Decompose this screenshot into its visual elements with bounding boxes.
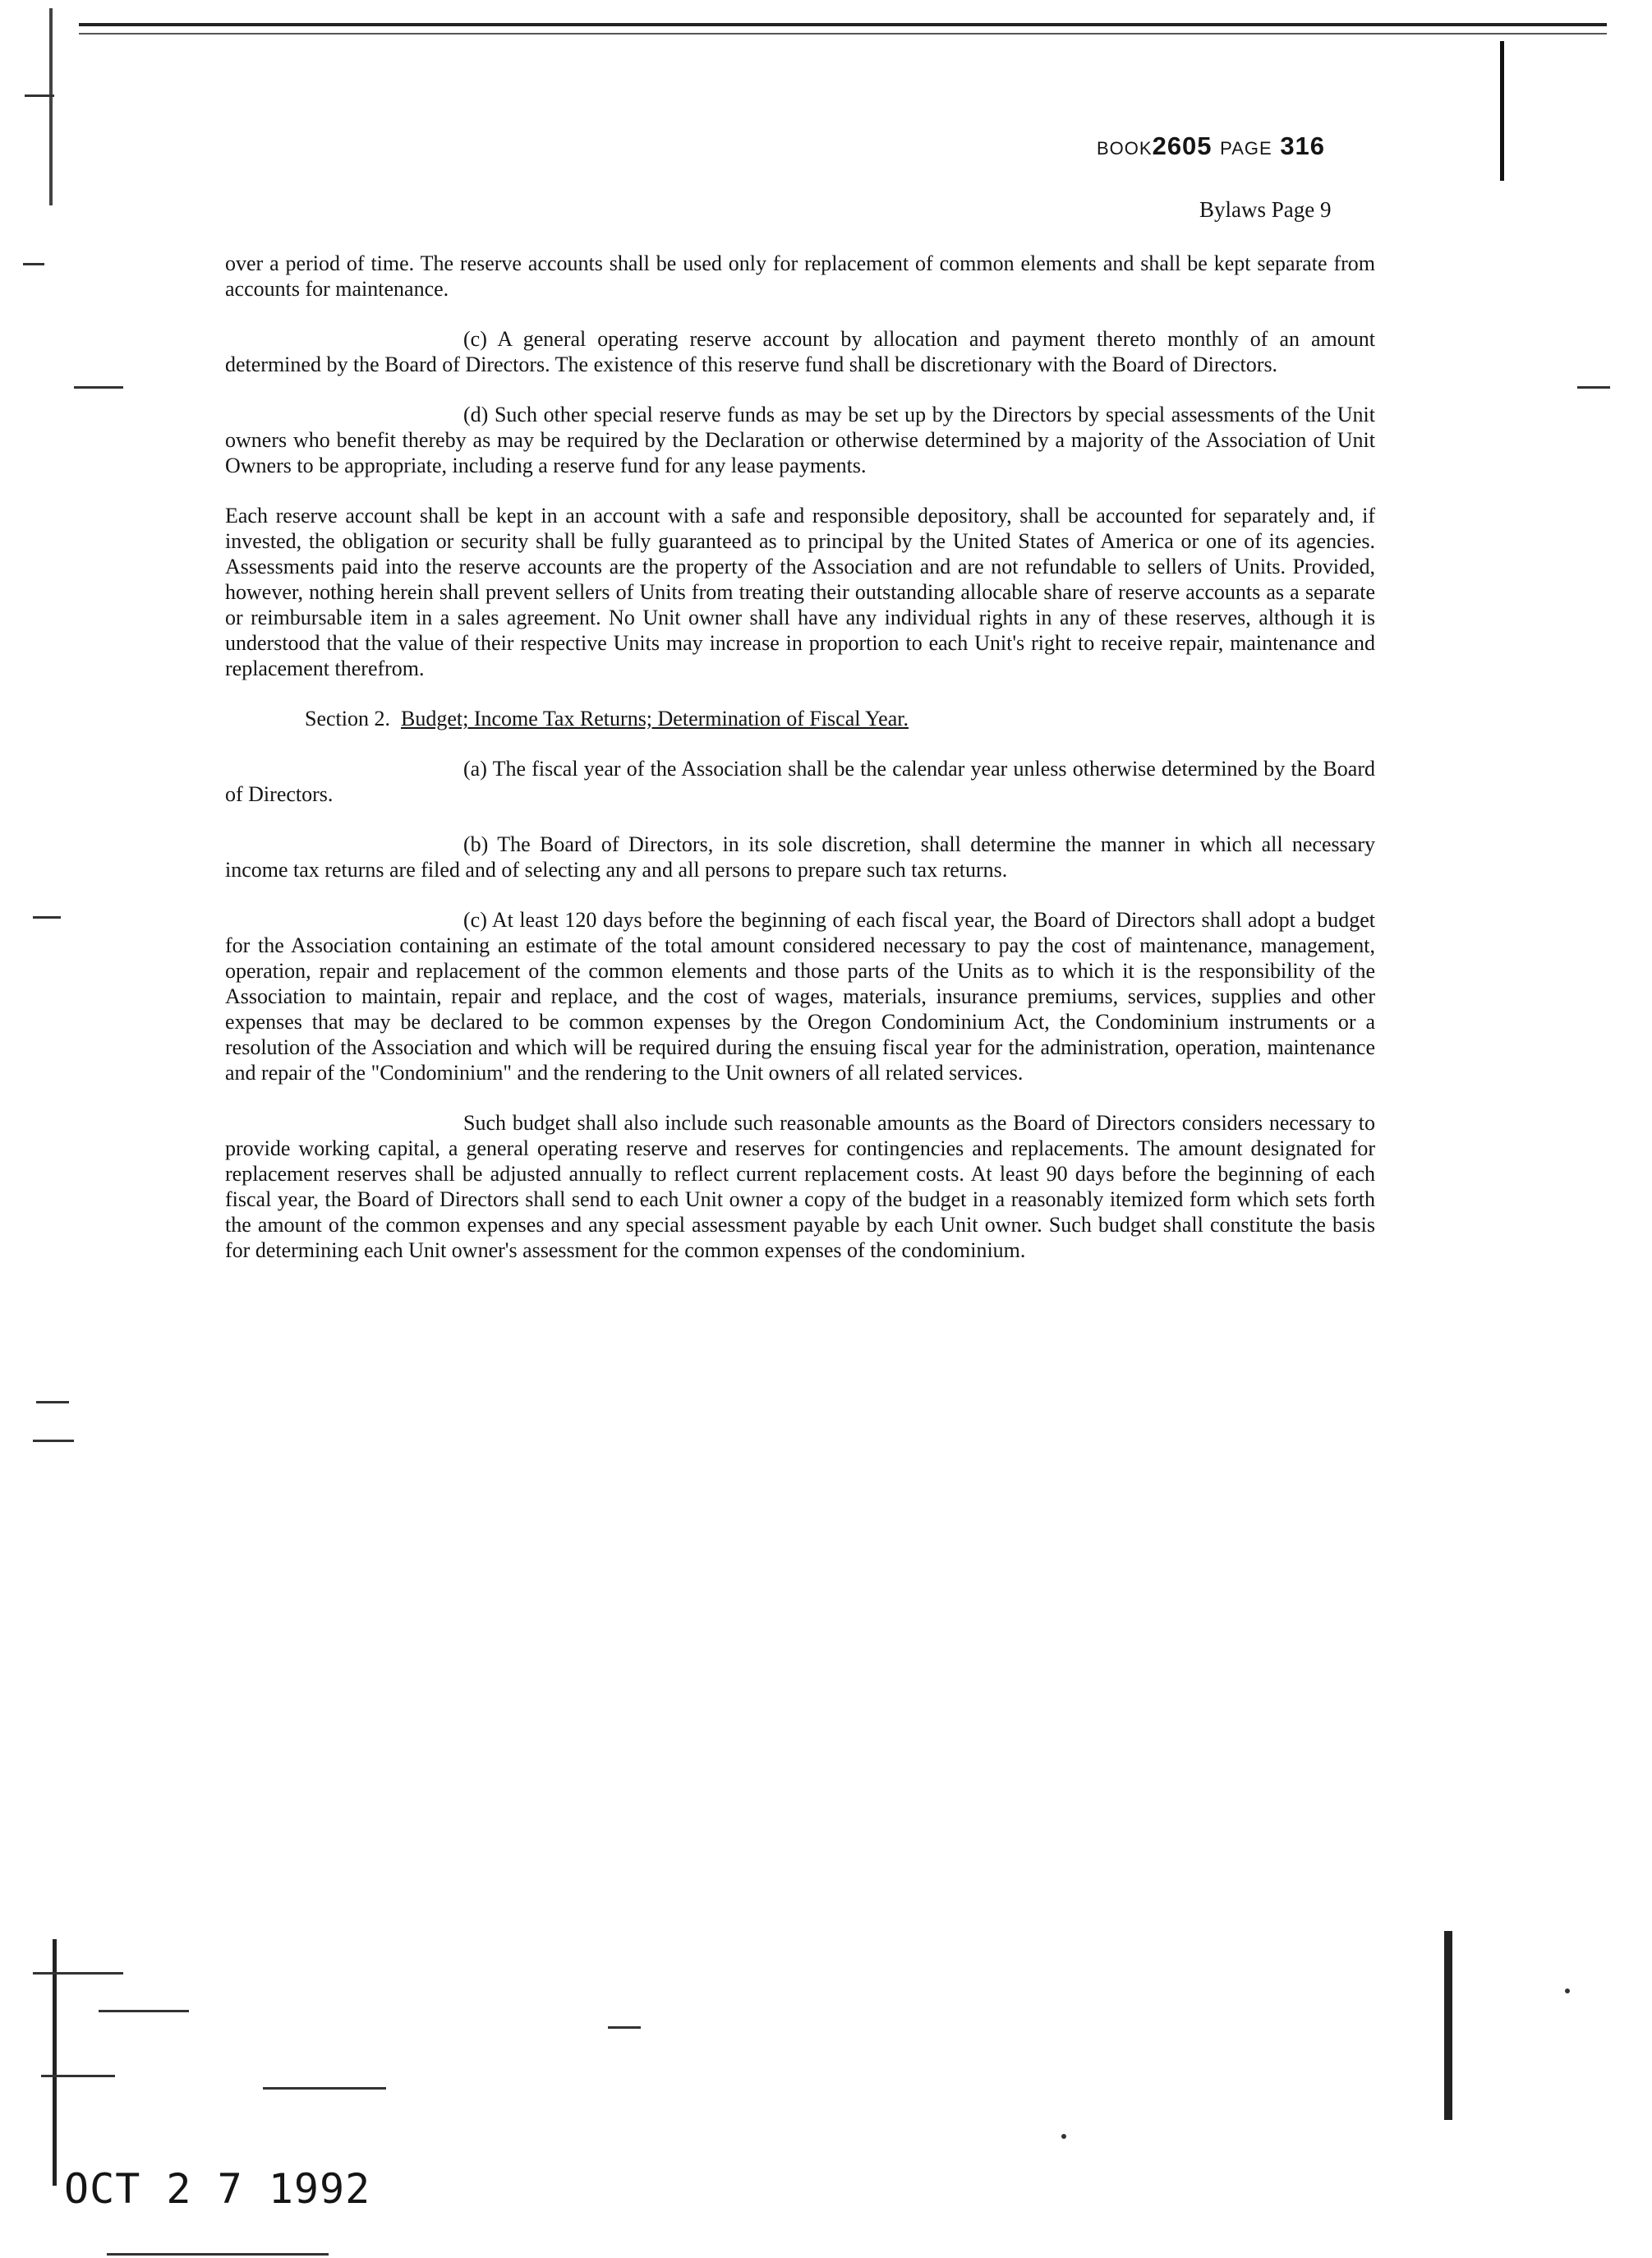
scan-rule (79, 23, 1607, 26)
scan-edge (53, 1939, 57, 2186)
page-label: PAGE (1220, 138, 1272, 159)
scan-mark (1565, 1988, 1570, 1993)
scan-mark (23, 263, 44, 265)
paragraph: Such budget shall also include such reasonable amounts as the Board of Directors considers necessary to provide working capital, a general operating reserve and reserves for contingencies and replacements. The amount designated for replacement reserves shall be adjusted annually to reflect current replacement costs. At least 90 days before the beginning of each fiscal year, the Board of Directors shall send to each Unit owner a copy of the budget in a reasonably itemized form which sets forth the amount of the common expenses and any special assessment payable by each Unit owner. Such budget shall constitute the basis for determining each Unit owner's assessment for the common expenses of the condominium. (225, 1111, 1375, 1262)
scan-mark (33, 1440, 74, 1442)
paragraph: over a period of time. The reserve accounts shall be used only for replacement of common elements and shall be kept separate from accounts for maintenance. (225, 251, 1375, 301)
scan-edge (1444, 1931, 1452, 2120)
scan-mark (36, 1401, 69, 1403)
date-stamp: OCT 2 7 1992 (64, 2165, 371, 2213)
scan-mark (1061, 2134, 1066, 2139)
paragraph: (c) A general operating reserve account by allocation and payment thereto monthly of an amount determined by the Board of Directors. The existence of this reserve fund shall be discretionary with the Board of Directors. (225, 327, 1375, 376)
document-body (225, 251, 1375, 1288)
section-label: Section 2. (305, 707, 390, 730)
scan-mark (1500, 41, 1504, 181)
paragraph: (d) Such other special reserve funds as may be set up by the Directors by special assessments of the Unit owners who benefit thereby as may be required by the Declaration or otherwise determined by a majority of the Association of Unit Owners to be appropriate, including a reserve fund for any lease payments. (225, 403, 1375, 477)
section-title: Budget; Income Tax Returns; Determination of Fiscal Year. (401, 707, 909, 730)
book-number: 2605 (1152, 131, 1213, 160)
scan-rule (79, 33, 1607, 35)
scan-mark (107, 2253, 329, 2256)
section-heading (225, 706, 1375, 731)
scan-mark (33, 1972, 123, 1975)
scan-mark (99, 2010, 189, 2012)
scan-mark (1577, 386, 1610, 389)
paragraph: (b) The Board of Directors, in its sole discretion, shall determine the manner in which all necessary income tax returns are filed and of selecting any and all persons to prepare such tax returns. (225, 832, 1375, 882)
scan-mark (74, 386, 123, 389)
paragraph: (a) The fiscal year of the Association shall be the calendar year unless otherwise determined by the Board of Directors. (225, 757, 1375, 806)
book-label: BOOK (1097, 138, 1153, 159)
paragraph: Each reserve account shall be kept in an account with a safe and responsible depository, shall be accounted for separately and, if invested, the obligation or security shall be fully guaranteed as to principal by the United States of America or one of its agencies. Assessments paid into the reserve accounts are the property of the Association and are not refundable to sellers of Units. Provided, however, nothing herein shall prevent sellers of Units from treating their outstanding allocable share of reserve accounts as a separate or reimbursable item in a sales agreement. No Unit owner shall have any individual rights in any of these reserves, although it is understood that the value of their respective Units may increase in proportion to each Unit's right to receive repair, maintenance and replacement therefrom. (225, 504, 1375, 680)
scan-mark (263, 2087, 386, 2090)
scan-edge (49, 8, 53, 205)
book-page-reference (1097, 131, 1325, 161)
scan-mark (33, 916, 61, 919)
scan-mark (41, 2075, 115, 2077)
bylaws-page-label: Bylaws Page 9 (1199, 197, 1332, 222)
scan-mark (25, 94, 54, 97)
scan-mark (608, 2026, 641, 2029)
paragraph: (c) At least 120 days before the beginning of each fiscal year, the Board of Directors shall adopt a budget for the Association containing an estimate of the total amount considered necessary to pay the cost of maintenance, management, operation, repair and replacement of the common elements and those parts of the Units as to which it is the responsibility of the Association to maintain, repair and replace, and the cost of wages, materials, insurance premiums, services, supplies and other expenses that may be declared to be common expenses by the Oregon Condominium Act, the Condominium instruments or a resolution of the Association and which will be required during the ensuing fiscal year for the administration, operation, maintenance and repair of the "Condominium" and the rendering to the Unit owners of all related services. (225, 908, 1375, 1085)
page-number: 316 (1280, 131, 1326, 160)
